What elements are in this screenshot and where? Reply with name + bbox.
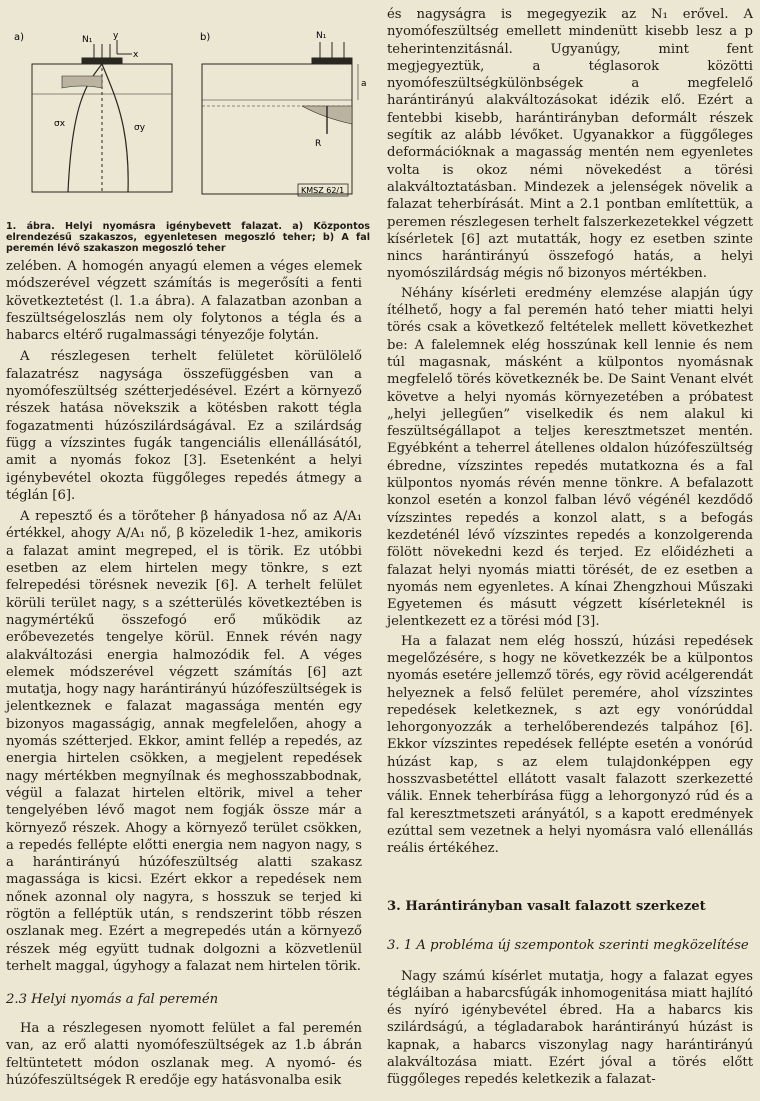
paragraph: és nagyságra is megegyezik az N₁ erővel. A nyomófeszültség emellett mindenütt kisebb lesz a p teherintenzitásnál. Ugyanúgy, mint fent megjegyeztük, a téglasorok közötti nyomófeszültségkülönbségek a megfelelő harántirányú alakváltozásokat idézik elő. Ezért a fentebbi kisebb, harántirányban deformált részek segítik az alább lévőket. Ugyanakkor a függőleges deformációknak a magasság mentén nem egyenletes volta is okoz némi növekedést a törési alakváltoztatásban. Mindezek a jelenségek növelik a falazat teherbírását. Mint a 2.1 pontban említettük, a peremen részlegesen terhelt falszerkezetekkel végzett kísérletek [6] azt mutatták, hogy ez esetben szinte nincs harántirányú összefogó hatás, a helyi nyomószilárdság mégis nő bizonyos mértékben. [387, 7, 753, 282]
wall-a [32, 40, 172, 192]
resultant-r-label: R [315, 139, 322, 149]
paragraph: Nagy számú kísérlet mutatja, hogy a falazat egyes tégláiban a habarcsfúgák inhomogenitása miatt hajlító és nyíró igénybevétel ébred. Ha a habarcs kis szilárdságú, a tégladarabok harántirányú húzást is kapnak, a habarcs viszonylag nagy harántirányú alakváltozása miatt. Ezért jóval a törés előtt függőleges repedés keletkezik a falazat- [387, 968, 753, 1088]
paragraph: Ha a falazat nem elég hosszú, húzási repedések megelőzésére, s hogy ne következzék be a külpontos nyomás esetére jellemző törés, egy rövid acélgerendát helyeznek a felső felület peremére, ahol vízszintes repedések keletkeznek, s azt egy vonórúddal lehorgonyozzák a terhelőberendezés talpához [6]. Ekkor vízszintes repedések fellépte esetén a vonórúd húzást kap, s az elem tulajdonképpen egy hosszvasbetéttel ellátott vasalt falazott szerkezetté válik. Ennek teherbírása függ a lehorgonyzó rúd és a fal keresztmetszeti arányától, s a kapott eredmények ezúttal sem vezetnek a helyi nyomásra való ellenállás reális értékéhez. [387, 633, 753, 857]
sigma-y-label: σy [134, 123, 146, 133]
dimension-a-label: a [361, 79, 367, 89]
n1-label-b: N₁ [316, 31, 327, 41]
section-heading: 3. Harántirányban vasalt falazott szerkezet [387, 898, 706, 914]
paragraph: Ha a részlegesen nyomott felület a fal peremén van, az erő alatti nyomófeszültségek az 1.b ábrán feltüntetett módon oszlanak meg. A nyomó- és húzófeszültségek R eredője egy hatásvonalba esik [6, 1021, 362, 1089]
n1-label-a: N₁ [82, 35, 93, 45]
paragraph: A repesztő és a törőteher β hányadosa nő az A/A₁ értékkel, ahogy A/A₁ nő, β közeledik 1-hez, amikoris a falazat amint megreped, el is törik. Ez utóbbi esetben az elem hirtelen megy tönkre, s ezt felrepedési törésnek nevezik [6]. A terhelt felület körüli terület nagy, s a szétterülés következtében is nagymértékű összefogó erő működik az erőbevezetés tengelye körül. Ennek révén nagy alakváltozási energia halmozódik fel. A véges elemek módszerével végzett számítás [6] azt mutatja, hogy nagy harántirányú húzófeszültségek is jelentkeznek e falazat magassága mentén egy bizonyos magasságig, annak megfelelően, ahogy a nyomás szétterjed. Ekkor, amint fellép a repedés, az energia hirtelen csökken, a megjelent repedések nagy mértékben megnyílnak és meghosszabbodnak, végül a falazat hirtelen eltörik, mivel a teher tengelyében lévő magot nem fogják össze már a környező részek. Ahogy a környező terület csökken, a repedés fellépte előtti energia nem nagyon nagy, s a harántirányú húzófeszültség alatti szakasz magassága is kicsi. Ezért ekkor a repedések nem nőnek azonnal oly nagyra, s hosszuk se terjed ki rögtön a felléptük után, s rendszerint több részen oszlanak meg. Ezért a megrepedés után a környező részek még együtt tudnak dolgozni a közvetlenül terhelt maggal, úgyhogy a falazat nem hirtelen törik. [6, 509, 362, 974]
paragraph: zelében. A homogén anyagú elemen a véges elemek módszerével végzett számítás is megerősíti a fenti következtetést (l. 1.a ábra). A falazatban azonban a feszültségeloszlás nem oly folytonos a tégla és a habarcs eltérő rugalmassági tényezője folytán. [6, 259, 362, 344]
figure-label-b: b) [200, 32, 211, 43]
axis-x-label: x [133, 50, 139, 60]
left-body [6, 258, 362, 1089]
sigma-x-label: σx [54, 119, 66, 129]
section-heading: 2.3 Helyi nyomás a fal peremén [6, 992, 219, 1008]
right-body [387, 6, 753, 1089]
paragraph: Néhány kísérleti eredmény elemzése alapján úgy ítélhető, hogy a fal peremén ható teher miatti helyi törés csak a következő feltételek mellett következhet be: A falelemnek elég hosszúnak kell lennie és nem túl magasnak, másként a külpontos nyomásnak megfelelő törés következnék be. De Saint Venant elvét követve a helyi nyomás környezetében a próbatest „helyi jellegűen” viselkedik és nem alakul ki feszültségállapot a teljes keresztmetszet mentén. Egyébként a teherrel átellenes oldalon húzófeszültség ébredne, vízszintes repedés mutatkozna és a fal külpontos nyomás révén menne tönkre. A befalazott konzol esetén a konzol falban lévő végénél kezdődő vízszintes repedés a konzol alatt, s a befogás kezdeténél lévő vízszintes repedés a konzolgerenda fölött növekedni kezd és terjed. Ez előidézheti a falazat helyi nyomás miatti törését, de ez esetben a nyomás nem egyenletes. A kínai Zhengzhoui Műszaki Egyetemen és másutt végzett kísérleteknél is jelentkezett ez a törési mód [3]. [387, 285, 753, 630]
wall-b [202, 42, 358, 194]
subsection-heading: 3. 1 A probléma új szempontok szerinti megközelítése [387, 937, 749, 953]
paragraph: A részlegesen terhelt felületet körülölelő falazatrész nagysága összefüggésben van a nyomófeszültség szétterjedésével. Ezért a környező részek hatása növekszik a kötésben rakott tégla fogazatmenti húzószilárdságával. Ez a szilárdság függ a vízszintes fugák tangenciális ellenállásától, amit a nyomás fokoz [3]. Esetenként a helyi igénybevétel okozta függőleges repedés átmegy a téglán [6]. [6, 349, 362, 503]
figure-caption: 1. ábra. Helyi nyomásra igénybevett falazat. a) Központos elrendezésű szakaszos, egyenletesen megoszló teher; b) A fal peremén lévő szakaszon megoszló teher [6, 220, 370, 254]
axis-y-label: y [113, 31, 119, 41]
figure-label-a: a) [14, 32, 25, 43]
figure-1 [2, 24, 374, 204]
figure-stamp: KMSZ 62/1 [301, 186, 345, 195]
